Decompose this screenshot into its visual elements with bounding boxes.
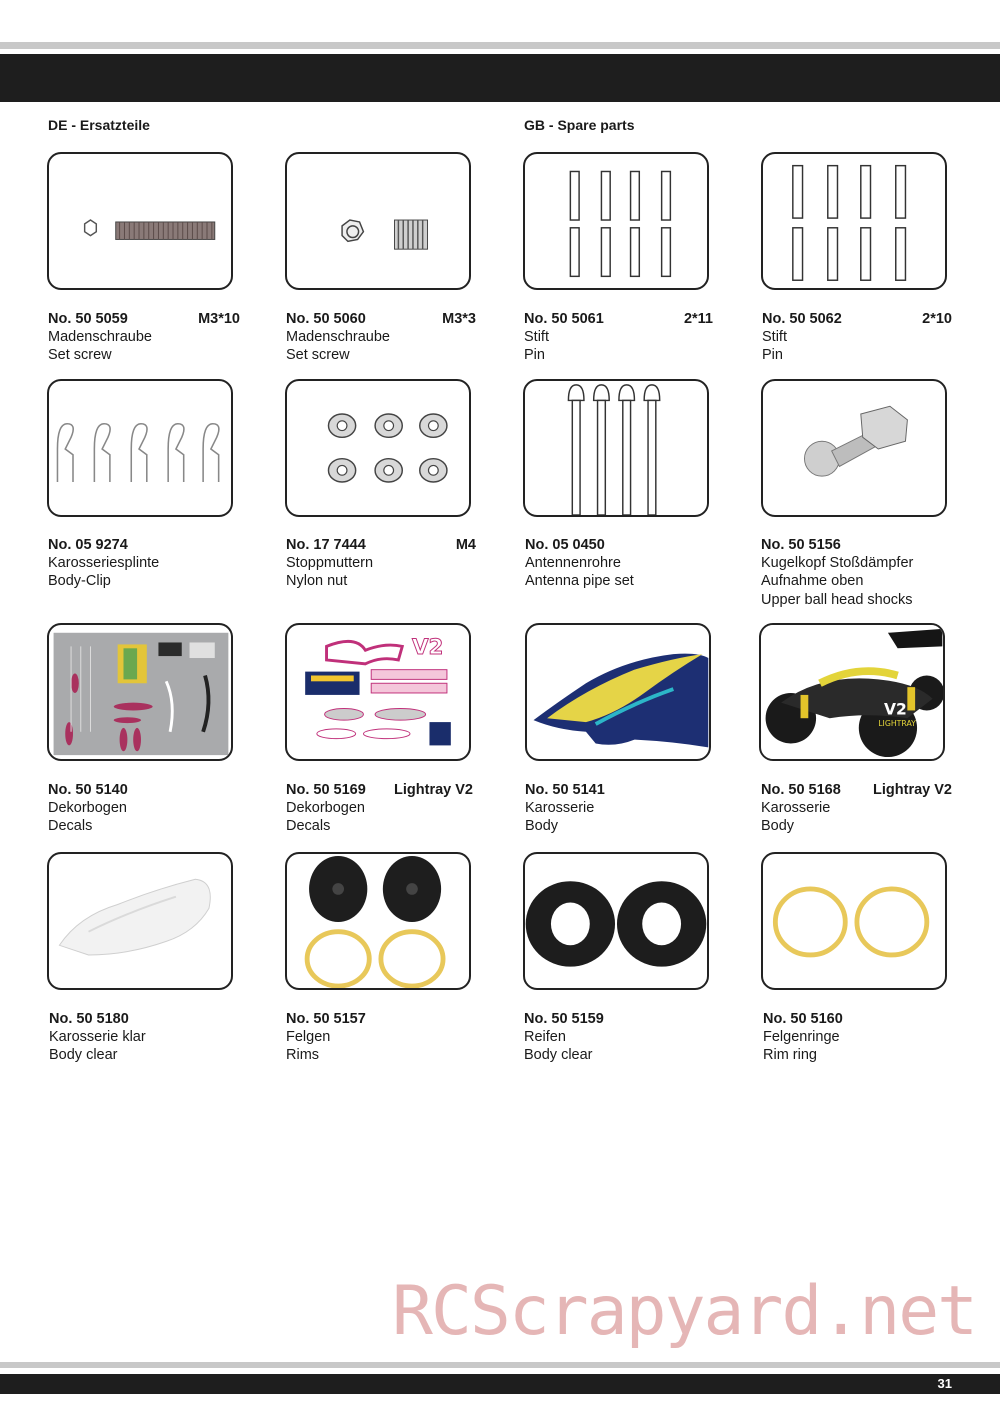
part-label-5 [48, 536, 240, 591]
part-name-gb: Set screw [48, 347, 112, 364]
part-image-rims [285, 852, 471, 990]
part-name-de: Dekorbogen [48, 800, 127, 817]
part-number: No. 50 5157 [286, 1011, 366, 1027]
part-image-ball-head [761, 379, 947, 517]
part-number: No. 50 5168 [761, 782, 841, 798]
part-name-gb: Pin [524, 347, 545, 364]
part-name-de: Karosseriesplinte [48, 555, 160, 572]
part-name-gb: Set screw [286, 347, 350, 364]
watermark: RCScrapyard.net [392, 1272, 977, 1351]
section-title-gb: GB - Spare parts [524, 117, 635, 133]
part-number: No. 17 7444 [286, 537, 366, 553]
part-label-10 [286, 781, 473, 836]
pins-icon [525, 154, 707, 288]
part-number: No. 05 9274 [48, 537, 128, 553]
part-label-6 [286, 536, 476, 591]
part-number: No. 50 5062 [762, 311, 842, 327]
part-name-de: Kugelkopf Stoßdämpfer [761, 555, 914, 572]
part-number: No. 50 5060 [286, 311, 366, 327]
part-image-buggy [759, 623, 945, 761]
part-name-de: Felgenringe [763, 1029, 840, 1046]
top-rule [0, 42, 1000, 49]
set-screw-short-icon [287, 154, 469, 288]
part-name-de: Madenschraube [286, 329, 390, 346]
clear-body-icon [49, 854, 231, 988]
part-image-decals [47, 623, 233, 761]
part-label-1 [48, 310, 240, 365]
part-spec: M3*10 [198, 311, 240, 327]
part-image-decals-v2 [285, 623, 471, 761]
buggy-lightray-text: LIGHTRAY [878, 718, 916, 728]
part-number: No. 50 5160 [763, 1011, 843, 1027]
part-number: No. 50 5156 [761, 537, 841, 553]
part-spec: 2*11 [683, 311, 713, 327]
part-name-gb: Decals [48, 818, 93, 835]
part-number: No. 50 5159 [524, 1011, 604, 1027]
part-image-pin-2x10 [761, 152, 947, 290]
part-image-body-clip [47, 379, 233, 517]
part-name-gb: Decals [286, 818, 331, 835]
nylon-nut-icon [287, 381, 469, 515]
part-name-gb: Body-Clip [48, 573, 111, 590]
part-name-de: Reifen [524, 1029, 566, 1046]
body-clip-icon [49, 381, 231, 515]
part-name-de: Stoppmuttern [286, 555, 374, 572]
part-image-set-screw-long [47, 152, 233, 290]
part-image-rim-ring [761, 852, 947, 990]
part-label-11 [525, 781, 717, 836]
part-name-de: Dekorbogen [286, 800, 365, 817]
part-name-gb: Nylon nut [286, 573, 348, 590]
painted-body-icon [527, 625, 709, 759]
part-number: No. 50 5061 [524, 311, 604, 327]
part-name-de: Karosserie [761, 800, 831, 817]
part-name-gb: Body clear [49, 1047, 118, 1064]
part-label-12 [761, 781, 952, 836]
ball-head-icon [763, 381, 945, 515]
part-spec: 2*10 [922, 311, 952, 327]
header-band [0, 54, 1000, 102]
part-number: No. 50 5169 [286, 782, 366, 798]
part-label-13 [49, 1010, 241, 1065]
part-name-de: Madenschraube [48, 329, 152, 346]
part-image-antenna-pipe [523, 379, 709, 517]
part-image-clear-body [47, 852, 233, 990]
set-screw-long-icon [49, 154, 231, 288]
part-name-de: Antennenrohre [525, 555, 621, 572]
part-label-16 [763, 1010, 955, 1065]
part-number: No. 50 5180 [49, 1011, 129, 1027]
part-label-7 [525, 536, 717, 591]
footer-band [0, 1374, 1000, 1394]
part-name-de: Karosserie klar [49, 1029, 146, 1046]
part-number: No. 50 5140 [48, 782, 128, 798]
part-name-gb: Upper ball head shocks [761, 591, 913, 608]
part-label-15 [524, 1010, 716, 1065]
part-image-set-screw-short [285, 152, 471, 290]
antenna-pipe-icon [525, 381, 707, 515]
part-name-de: Stift [762, 329, 787, 346]
decal-v2-text: V2 [411, 635, 444, 661]
decal-sheet-v2-icon [287, 625, 469, 759]
part-number: No. 50 5059 [48, 311, 128, 327]
part-image-body [525, 623, 711, 761]
section-title-de: DE - Ersatzteile [48, 117, 150, 133]
part-label-14 [286, 1010, 478, 1065]
part-label-8 [761, 536, 953, 609]
part-label-4 [762, 310, 952, 365]
part-image-pin-2x11 [523, 152, 709, 290]
part-name-gb: Rims [286, 1047, 320, 1064]
part-label-9 [48, 781, 240, 836]
part-image-nylon-nut [285, 379, 471, 517]
part-name-gb: Antenna pipe set [525, 573, 634, 590]
tires-icon [525, 854, 707, 988]
part-name-gb: Rim ring [763, 1047, 817, 1064]
part-spec: M3*3 [442, 311, 476, 327]
part-name-gb: Body [761, 818, 795, 835]
bottom-rule [0, 1362, 1000, 1368]
buggy-photo-icon [761, 625, 943, 759]
part-spec: Lightray V2 [873, 782, 952, 798]
decal-sheet-icon [49, 625, 231, 759]
part-image-tires [523, 852, 709, 990]
part-name-de-2: Aufnahme oben [761, 573, 864, 590]
buggy-v2-text: V2 [884, 700, 907, 719]
part-name-de: Karosserie [525, 800, 595, 817]
part-name-gb: Body clear [524, 1047, 593, 1064]
part-spec: Lightray V2 [394, 782, 473, 798]
part-spec: M4 [455, 537, 476, 553]
part-label-3 [524, 310, 713, 365]
rim-ring-icon [763, 854, 945, 988]
pins-icon [763, 154, 945, 288]
part-number: No. 50 5141 [525, 782, 605, 798]
part-name-de: Stift [524, 329, 549, 346]
part-label-2 [286, 310, 476, 365]
part-name-gb: Pin [762, 347, 783, 364]
part-name-gb: Body [525, 818, 559, 835]
rims-icon [287, 854, 469, 988]
page-number: 31 [937, 1376, 952, 1391]
part-number: No. 05 0450 [525, 537, 605, 553]
part-name-de: Felgen [286, 1029, 331, 1046]
